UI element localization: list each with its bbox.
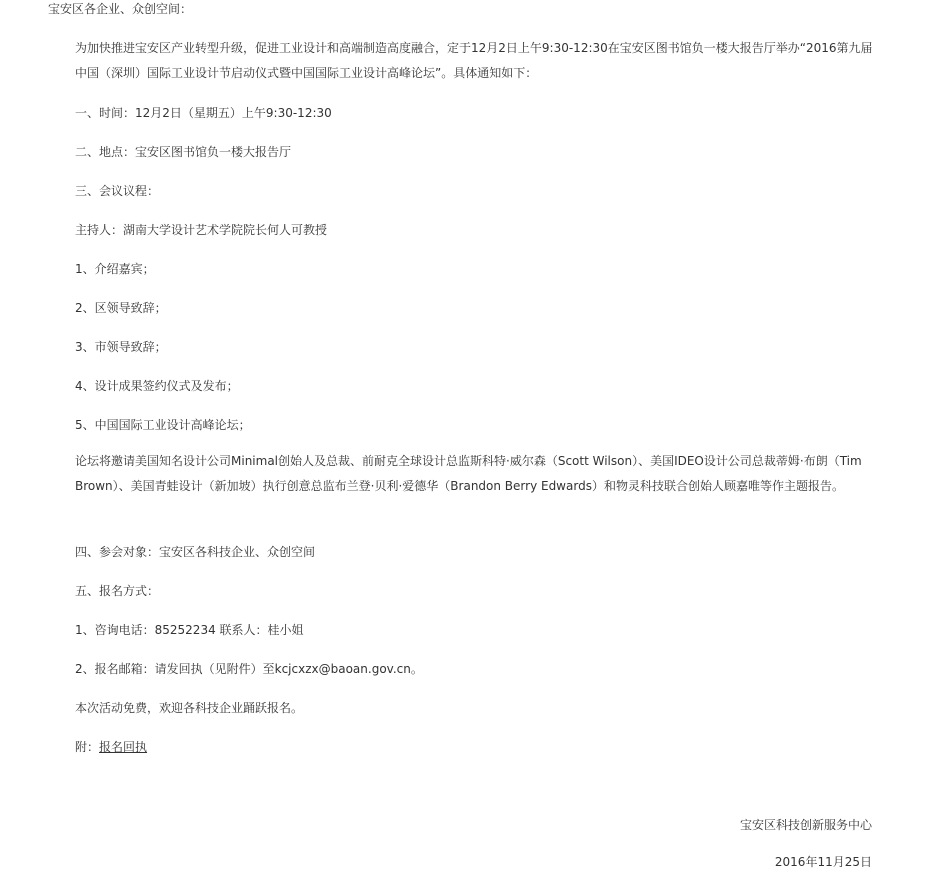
place-line: 二、地点：宝安区图书馆负一楼大报告厅 <box>75 145 292 159</box>
host-line: 主持人：湖南大学设计艺术学院院长何人可教授 <box>75 223 328 237</box>
free-note: 本次活动免费，欢迎各科技企业踊跃报名。 <box>75 701 304 715</box>
agenda-item-4: 4、设计成果签约仪式及发布； <box>75 379 239 393</box>
intro-paragraph <box>75 36 873 86</box>
salutation: 宝安区各企业、众创空间： <box>48 2 193 16</box>
agenda-item-1: 1、介绍嘉宾； <box>75 262 155 276</box>
participants-line: 四、参会对象：宝安区各科技企业、众创空间 <box>75 545 316 559</box>
time-line: 一、时间：12月2日（星期五）上午9:30-12:30 <box>75 106 332 120</box>
agenda-heading: 三、会议议程： <box>75 184 160 198</box>
attachment-line <box>75 738 147 756</box>
signature: 宝安区科技创新服务中心 <box>739 818 872 832</box>
intro-text: 为加快推进宝安区产业转型升级，促进工业设计和高端制造高度融合，定于12月2日上午9:30-12:30在宝安区图书馆负一楼大报告厅举办“2016第九届中国（深圳）国际工业设计节启动仪式暨中国国际工业设计高峰论坛”。具体通知如下： <box>75 41 873 80</box>
agenda-item-2: 2、区领导致辞； <box>75 301 167 315</box>
registration-heading: 五、报名方式： <box>75 584 160 598</box>
agenda-item-5: 5、中国国际工业设计高峰论坛； <box>75 418 251 432</box>
attachment-label: 附： <box>75 740 100 754</box>
forum-paragraph <box>75 449 873 499</box>
phone-line: 1、咨询电话：85252234 联系人：桂小姐 <box>75 623 304 637</box>
email-line: 2、报名邮箱：请发回执（见附件）至kcjcxzx@baoan.gov.cn。 <box>75 662 423 676</box>
forum-text: 论坛将邀请美国知名设计公司Minimal创始人及总裁、前耐克全球设计总监斯科特·威尔森（Scott Wilson）、美国IDEO设计公司总裁蒂姆·布朗（Tim Brown）、美国青蛙设计（新加坡）执行创意总监布兰登·贝利·爱德华（Brandon Berry Edwards）和物灵科技联合创始人顾嘉唯等作主题报告。 <box>75 454 862 493</box>
notice-date: 2016年11月25日 <box>774 855 872 869</box>
attachment-link[interactable]: 报名回执 <box>99 740 148 754</box>
agenda-item-3: 3、市领导致辞； <box>75 340 167 354</box>
